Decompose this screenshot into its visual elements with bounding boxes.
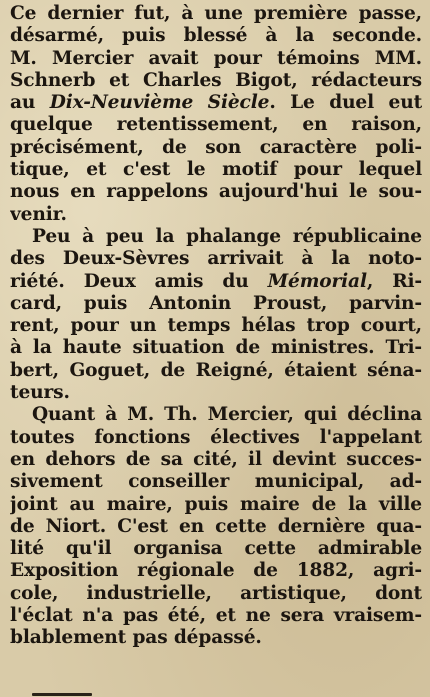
- text-run: à la haute situation de ministres. Tri-: [10, 337, 422, 359]
- text-line: [10, 248, 422, 270]
- text-line: [10, 48, 422, 70]
- text-line: [10, 181, 422, 203]
- text-run: toutes fonctions électives l'appelant: [10, 426, 422, 448]
- text-line: [10, 449, 422, 471]
- text-line: [10, 293, 422, 315]
- text-run: rent, pour un temps hélas trop court,: [10, 315, 422, 337]
- text-run: card, puis Antonin Proust, parvin-: [10, 292, 422, 314]
- text-line: [10, 137, 422, 159]
- text-line: [10, 583, 422, 605]
- text-line: [10, 159, 422, 181]
- text-run: riété. Deux amis du: [10, 270, 268, 292]
- text-run: précisément, de son caractère poli-: [10, 136, 422, 158]
- text-line: [10, 114, 422, 136]
- text-run: quelque retentissement, en raison,: [10, 114, 422, 136]
- text-line: [10, 204, 422, 226]
- text-run: Peu à peu la phalange républicaine: [32, 225, 422, 247]
- text-run: M. Mercier avait pour témoins MM.: [10, 47, 422, 69]
- text-line: [10, 471, 422, 493]
- text-run: sivement conseiller municipal, ad-: [10, 471, 422, 493]
- text-line: [10, 70, 422, 92]
- text-line: [10, 427, 422, 449]
- text-run: nous en rappelons aujourd'hui le sou-: [10, 181, 422, 203]
- text-run: blablement pas dépassé.: [10, 627, 262, 649]
- text-line: [10, 627, 422, 649]
- article-text: [10, 3, 422, 650]
- text-run: Quant à M. Th. Mercier, qui déclina: [32, 404, 422, 426]
- text-run: lité qu'il organisa cette admirable: [10, 538, 422, 560]
- text-run: au: [10, 92, 50, 114]
- text-run: joint au maire, puis maire de la ville: [10, 493, 422, 515]
- text-line: [10, 3, 422, 25]
- text-line: [10, 538, 422, 560]
- text-line: [10, 271, 422, 293]
- text-run: Exposition régionale de 1882, agri-: [10, 560, 422, 582]
- text-run: l'éclat n'a pas été, et ne sera vraisem-: [10, 605, 422, 627]
- text-run: bert, Goguet, de Reigné, étaient séna-: [10, 359, 422, 381]
- text-line: [10, 226, 422, 248]
- text-run: Schnerb et Charles Bigot, rédacteurs: [10, 69, 422, 91]
- paragraph: [10, 404, 422, 649]
- text-run: Ce dernier fut, à une première passe,: [10, 3, 422, 24]
- text-line: [10, 382, 422, 404]
- text-line: [10, 404, 422, 426]
- text-line: [10, 315, 422, 337]
- text-run: teurs.: [10, 382, 70, 404]
- italic-title: Dix-Neuvième Siècle: [49, 92, 270, 114]
- text-line: [10, 337, 422, 359]
- text-run: des Deux-Sèvres arrivait à la noto-: [10, 248, 422, 270]
- text-run: en dehors de sa cité, il devint succes-: [10, 448, 422, 470]
- paragraph: [10, 226, 422, 404]
- text-run: désarmé, puis blessé à la seconde.: [10, 25, 422, 47]
- text-run: , Ri-: [366, 270, 422, 292]
- italic-title: Mémorial: [267, 270, 367, 292]
- text-line: [10, 360, 422, 382]
- text-line: [10, 25, 422, 47]
- text-run: tique, et c'est le motif pour lequel: [10, 159, 422, 181]
- paragraph: [10, 3, 422, 226]
- text-run: . Le duel eut: [269, 92, 422, 114]
- text-line: [10, 560, 422, 582]
- text-line: [10, 516, 422, 538]
- text-run: venir.: [10, 203, 67, 225]
- text-run: cole, industrielle, artistique, dont: [10, 582, 422, 604]
- next-paragraph-fragment: [10, 688, 130, 696]
- text-line: [10, 605, 422, 627]
- text-line: [10, 92, 422, 114]
- text-run: de Niort. C'est en cette dernière qua-: [10, 515, 422, 537]
- text-line: [10, 494, 422, 516]
